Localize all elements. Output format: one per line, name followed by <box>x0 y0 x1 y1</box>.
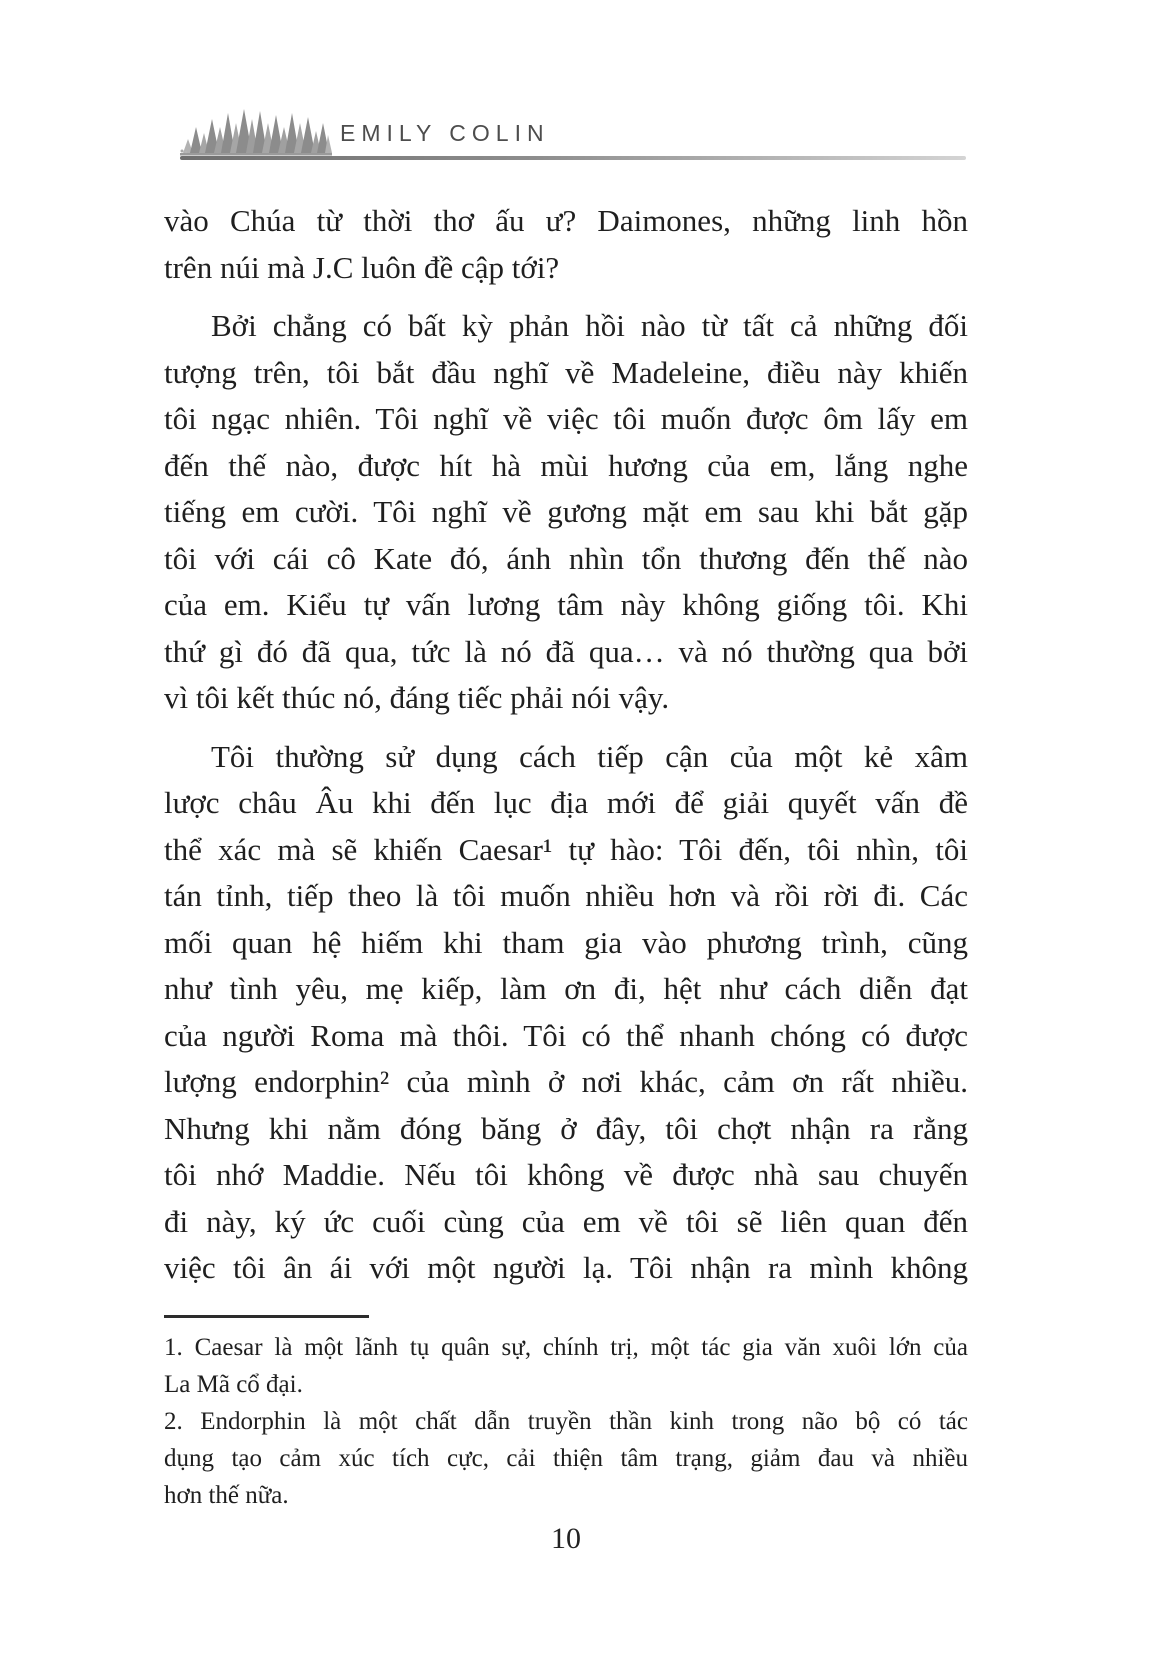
text-line: việc tôi ân ái với một người lạ. Tôi nhận ra mình không <box>164 1250 968 1285</box>
text-line: La Mã cổ đại. <box>164 1371 303 1398</box>
header-author: EMILY COLIN <box>340 120 550 146</box>
text-line: tán tỉnh, tiếp theo là tôi muốn nhiều hơn và rồi rời đi. Các <box>164 878 968 913</box>
text-line: Tôi thường sử dụng cách tiếp cận của một kẻ xâm <box>211 738 968 774</box>
text-line: đi này, ký ức cuối cùng của em về tôi sẽ liên quan đến <box>164 1203 968 1239</box>
text-line: hơn thế nữa. <box>164 1482 289 1509</box>
forest-treeline-icon <box>180 105 332 157</box>
text-line: thứ gì đó đã qua, tức là nó đã qua… và nó thường qua bởi <box>164 633 968 669</box>
text-line: trên núi mà J.C luôn đề cập tới? <box>164 249 560 285</box>
text-line: vì tôi kết thúc nó, đáng tiếc phải nói vậy. <box>164 680 670 715</box>
text-line: như tình yêu, mẹ kiếp, làm ơn đi, hệt như cách diễn đạt <box>164 971 968 1006</box>
text-line: tôi nhớ Maddie. Nếu tôi không về được nhà sau chuyến <box>164 1157 968 1192</box>
page-number: 10 <box>551 1522 581 1555</box>
paragraph <box>164 734 968 1292</box>
text-line: của em. Kiểu tự vấn lương tâm này không giống tôi. Khi <box>164 587 968 622</box>
footnotes <box>164 1329 968 1514</box>
text-line: tôi với cái cô Kate đó, ánh nhìn tổn thương đến thế nào <box>164 540 968 576</box>
text-line: đến thế nào, được hít hà mùi hương của em, lắng nghe <box>164 447 968 483</box>
text-line: Nhưng khi nằm đóng băng ở đây, tôi chợt nhận ra rằng <box>164 1110 968 1146</box>
page-header <box>180 104 966 160</box>
text-line: tôi ngạc nhiên. Tôi nghĩ về việc tôi muốn được ôm lấy em <box>164 401 968 436</box>
text-line: Bởi chẳng có bất kỳ phản hồi nào từ tất cả những đối <box>211 308 968 343</box>
text-line: của người Roma mà thôi. Tôi có thể nhanh chóng có được <box>164 1017 968 1053</box>
text-line: tượng trên, tôi bắt đầu nghĩ về Madeleine, điều này khiến <box>164 354 968 390</box>
text-line: thể xác mà sẽ khiến Caesar¹ tự hào: Tôi đến, tôi nhìn, tôi <box>164 831 968 867</box>
text-line: lượng endorphin² của mình ở nơi khác, cảm ơn rất nhiều. <box>164 1064 968 1099</box>
text-line: dụng tạo cảm xúc tích cực, cải thiện tâm trạng, giảm đau và nhiều <box>164 1445 968 1472</box>
paragraph <box>164 198 968 291</box>
text-line: lược châu Âu khi đến lục địa mới để giải quyết vấn đề <box>164 785 968 820</box>
text-line: vào Chúa từ thời thơ ấu ư? Daimones, những linh hồn <box>164 203 968 238</box>
footnote <box>164 1403 968 1514</box>
footnote <box>164 1329 968 1403</box>
body-paragraphs <box>164 198 968 1292</box>
text-line: tiếng em cười. Tôi nghĩ về gương mặt em sau khi bắt gặp <box>164 494 968 529</box>
text-line: 2. Endorphin là một chất dẫn truyền thần kinh trong não bộ có tác <box>164 1408 968 1435</box>
footnote-separator <box>164 1315 369 1318</box>
paragraph <box>164 303 968 722</box>
text-line: mối quan hệ hiếm khi tham gia vào phương trình, cũng <box>164 924 968 960</box>
text-line: 1. Caesar là một lãnh tụ quân sự, chính trị, một tác gia văn xuôi lớn của <box>164 1334 968 1361</box>
header-rule <box>180 156 966 160</box>
